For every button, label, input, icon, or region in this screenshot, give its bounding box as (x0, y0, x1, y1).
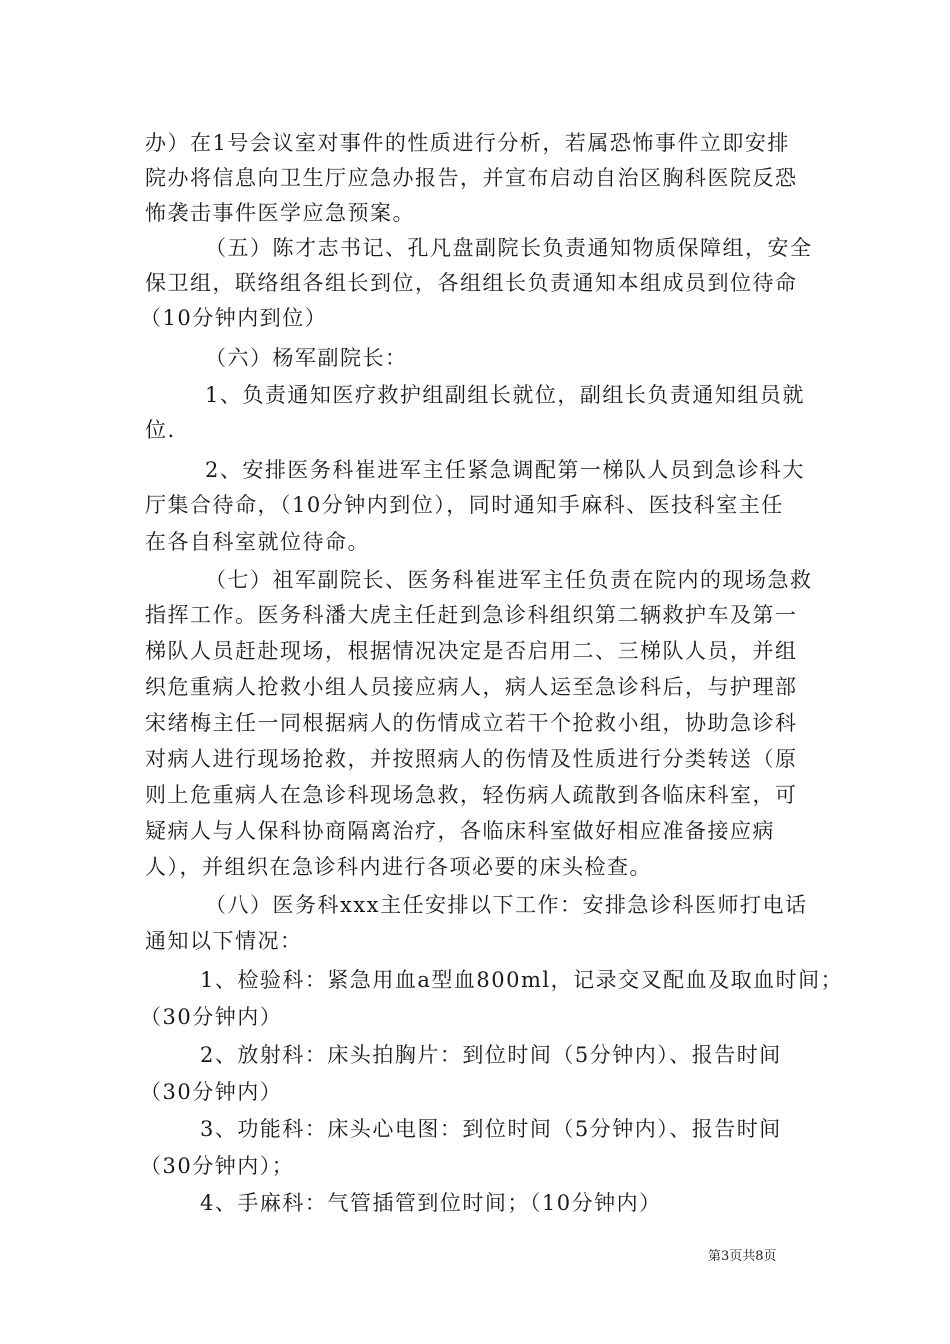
paragraph-line: 位. (145, 418, 176, 442)
paragraph-line: 保卫组，联络组各组长到位，各组组长负责通知本组成员到位待命 (145, 271, 798, 295)
paragraph-line: （五）陈才志书记、孔凡盘副院长负责通知物质保障组，安全 (205, 236, 813, 260)
paragraph-line: （30分钟内） (140, 1080, 283, 1104)
paragraph-line: 宋绪梅主任一同根据病人的伤情成立若干个抢救小组，协助急诊科 (145, 711, 798, 735)
paragraph-line: 办）在1号会议室对事件的性质进行分析，若属恐怖事件立即安排 (145, 131, 790, 155)
paragraph-line: 3、功能科：床头心电图：到位时间（5分钟内）、报告时间 (200, 1117, 782, 1141)
paragraph-line: 通知以下情况： (145, 929, 303, 953)
paragraph-line: 对病人进行现场抢救，并按照病人的伤情及性质进行分类转送（原 (145, 747, 798, 771)
paragraph-line: 厅集合待命，（10分钟内到位），同时通知手麻科、医技科室主任 (145, 493, 784, 517)
paragraph-line: 梯队人员赶赴现场，根据情况决定是否启用二、三梯队人员，并组 (145, 639, 798, 663)
paragraph-line: （30分钟内） (140, 1005, 283, 1029)
paragraph-line: 2、放射科：床头拍胸片：到位时间（5分钟内）、报告时间 (200, 1043, 782, 1067)
paragraph-line: 在各自科室就位待命。 (145, 530, 370, 554)
paragraph-line: 1、负责通知医疗救护组副组长就位，副组长负责通知组员就 (205, 383, 805, 407)
paragraph-line: 织危重病人抢救小组人员接应病人，病人运至急诊科后，与护理部 (145, 675, 798, 699)
paragraph-line: （10分钟内到位） (140, 306, 328, 330)
paragraph-line: 4、手麻科：气管插管到位时间；（10分钟内） (200, 1191, 662, 1215)
paragraph-line: （八）医务科xxx主任安排以下工作：安排急诊科医师打电话 (205, 893, 808, 917)
paragraph-line: 2、安排医务科崔进军主任紧急调配第一梯队人员到急诊科大 (205, 458, 805, 482)
paragraph-line: 指挥工作。医务科潘大虎主任赶到急诊科组织第二辆救护车及第一 (145, 603, 798, 627)
paragraph-line: 则上危重病人在急诊科现场急救，轻伤病人疏散到各临床科室，可 (145, 783, 798, 807)
paragraph-line: 院办将信息向卫生厅应急办报告，并宣布启动自治区胸科医院反恐 (145, 166, 798, 190)
paragraph-line: （六）杨军副院长： (205, 346, 408, 370)
paragraph-line: 1、检验科：紧急用血a型血800ml，记录交叉配血及取血时间； (200, 968, 844, 992)
paragraph-line: 疑病人与人保科协商隔离治疗，各临床科室做好相应准备接应病 (145, 819, 775, 843)
paragraph-line: 人），并组织在急诊科内进行各项必要的床头检查。 (145, 855, 652, 879)
paragraph-line: （七）祖军副院长、医务科崔进军主任负责在院内的现场急救 (205, 568, 813, 592)
paragraph-line: 怖袭击事件医学应急预案。 (145, 201, 415, 225)
paragraph-line: （30分钟内）； (140, 1154, 295, 1178)
page-number: 第3页共8页 (708, 1249, 777, 1264)
